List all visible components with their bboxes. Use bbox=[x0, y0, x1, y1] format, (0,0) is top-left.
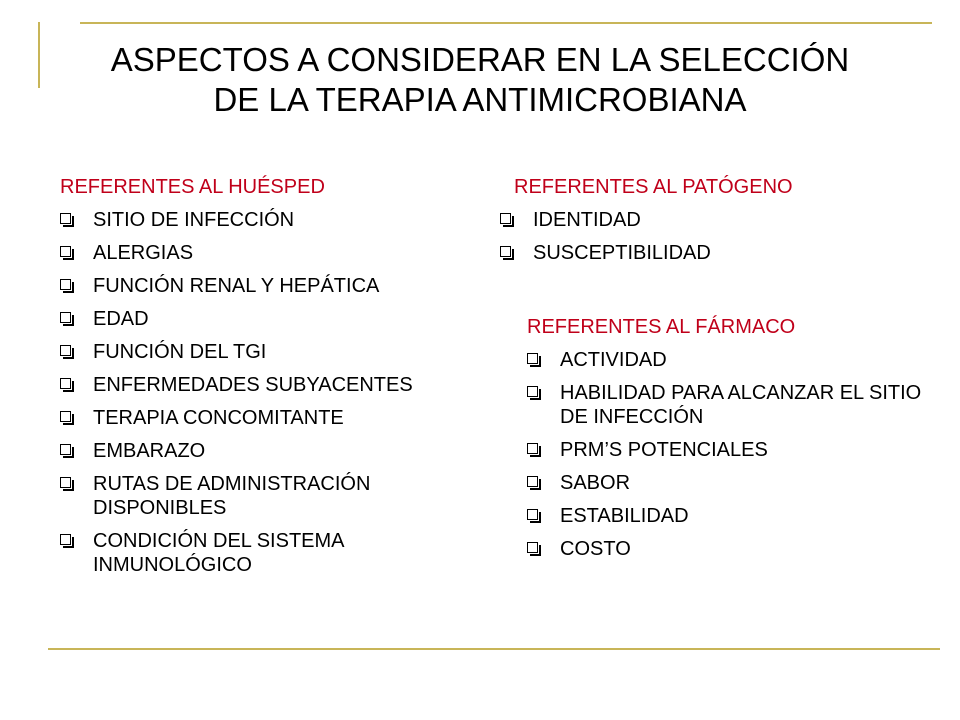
host-list bbox=[60, 208, 460, 577]
square-bullet-icon bbox=[527, 353, 538, 364]
square-bullet-icon bbox=[527, 542, 538, 553]
list-item: FUNCIÓN DEL TGI bbox=[60, 340, 460, 364]
square-bullet-icon bbox=[527, 443, 538, 454]
square-bullet-icon bbox=[60, 477, 71, 488]
host-column bbox=[60, 175, 460, 586]
list-item: FUNCIÓN RENAL Y HEPÁTICA bbox=[60, 274, 460, 298]
list-item: EMBARAZO bbox=[60, 439, 460, 463]
drug-column bbox=[527, 315, 927, 570]
square-bullet-icon bbox=[60, 213, 71, 224]
list-item: ALERGIAS bbox=[60, 241, 460, 265]
square-bullet-icon bbox=[500, 246, 511, 257]
drug-list bbox=[527, 348, 927, 561]
bottom-rule bbox=[48, 648, 940, 650]
list-item: CONDICIÓN DEL SISTEMA INMUNOLÓGICO bbox=[60, 529, 460, 577]
square-bullet-icon bbox=[60, 345, 71, 356]
host-heading: REFERENTES AL HUÉSPED bbox=[60, 176, 325, 198]
page-title bbox=[40, 40, 920, 120]
list-item: ACTIVIDAD bbox=[527, 348, 927, 372]
square-bullet-icon bbox=[60, 246, 71, 257]
title-line-2: DE LA TERAPIA ANTIMICROBIANA bbox=[213, 81, 747, 118]
pathogen-heading: REFERENTES AL PATÓGENO bbox=[514, 176, 793, 198]
square-bullet-icon bbox=[500, 213, 511, 224]
list-item: EDAD bbox=[60, 307, 460, 331]
list-item: RUTAS DE ADMINISTRACIÓN DISPONIBLES bbox=[60, 472, 460, 520]
square-bullet-icon bbox=[60, 279, 71, 290]
square-bullet-icon bbox=[527, 386, 538, 397]
square-bullet-icon bbox=[527, 509, 538, 520]
square-bullet-icon bbox=[60, 312, 71, 323]
square-bullet-icon bbox=[60, 378, 71, 389]
pathogen-list bbox=[500, 208, 920, 265]
top-rule bbox=[80, 22, 932, 24]
list-item: ENFERMEDADES SUBYACENTES bbox=[60, 373, 460, 397]
list-item: COSTO bbox=[527, 537, 927, 561]
pathogen-column bbox=[500, 175, 920, 274]
square-bullet-icon bbox=[60, 411, 71, 422]
title-line-1: ASPECTOS A CONSIDERAR EN LA SELECCIÓN bbox=[110, 41, 850, 78]
list-item: SITIO DE INFECCIÓN bbox=[60, 208, 460, 232]
list-item: SABOR bbox=[527, 471, 927, 495]
square-bullet-icon bbox=[60, 444, 71, 455]
square-bullet-icon bbox=[527, 476, 538, 487]
list-item: IDENTIDAD bbox=[500, 208, 920, 232]
list-item: HABILIDAD PARA ALCANZAR EL SITIO DE INFECCIÓN bbox=[527, 381, 927, 429]
list-item: TERAPIA CONCOMITANTE bbox=[60, 406, 460, 430]
square-bullet-icon bbox=[60, 534, 71, 545]
list-item: PRM’S POTENCIALES bbox=[527, 438, 927, 462]
list-item: SUSCEPTIBILIDAD bbox=[500, 241, 920, 265]
drug-heading: REFERENTES AL FÁRMACO bbox=[527, 316, 796, 338]
list-item: ESTABILIDAD bbox=[527, 504, 927, 528]
